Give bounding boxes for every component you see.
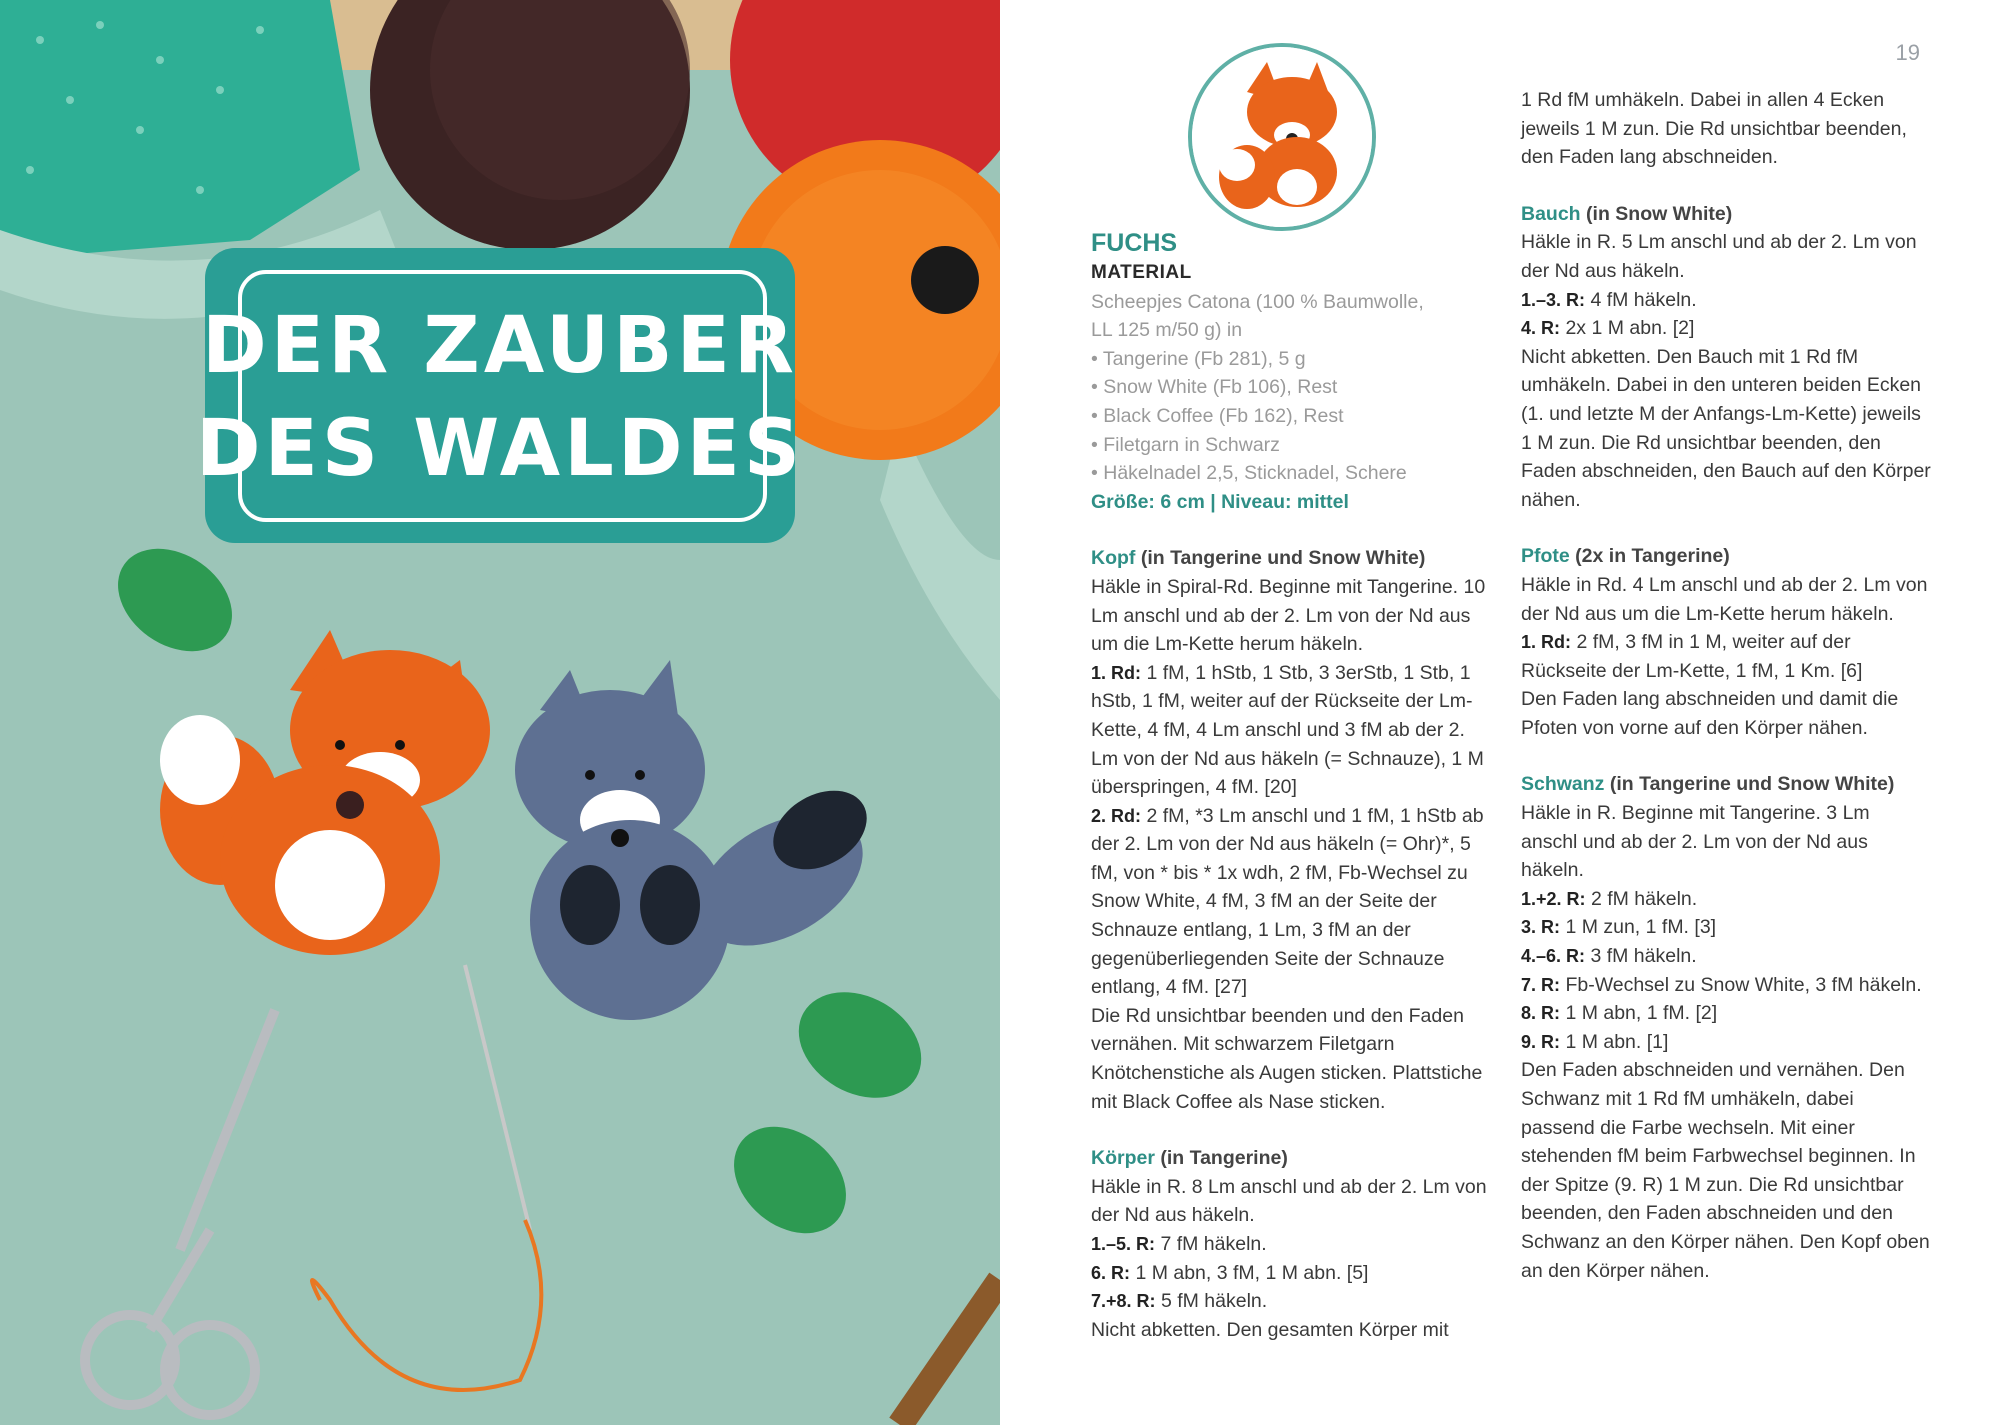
column-left — [1091, 0, 1491, 1344]
bauch-intro: Häkle in R. 5 Lm anschl und ab der 2. Lm von der Nd aus häkeln. — [1521, 231, 1917, 282]
bauch-row: 4. R: 2x 1 M abn. [2] — [1521, 317, 1695, 340]
pfote-row: 1. Rd: 2 fM, 3 fM in 1 M, weiter auf der Rückseite der Lm-Kette, 1 fM, 1 Km. [6] — [1521, 631, 1863, 682]
material-item: • Black Coffee (Fb 162), Rest — [1091, 404, 1344, 427]
column-right — [1521, 0, 1931, 1285]
section-schwanz-title: Schwanz (in Tangerine und Snow White) — [1521, 773, 1895, 796]
koerper-row: 6. R: 1 M abn, 3 fM, 1 M abn. [5] — [1091, 1261, 1369, 1284]
section-bauch-title: Bauch (in Snow White) — [1521, 202, 1733, 225]
material-item: • Filetgarn in Schwarz — [1091, 433, 1280, 456]
material-line: LL 125 m/50 g) in — [1091, 319, 1243, 342]
schwanz-row: 4.–6. R: 3 fM häkeln. — [1521, 945, 1697, 968]
pfote-outro: Den Faden lang abschneiden und damit die Pfoten von vorne auf den Körper nähen. — [1521, 688, 1899, 739]
schwanz-row: 3. R: 1 M zun, 1 fM. [3] — [1521, 916, 1717, 939]
schwanz-row: 9. R: 1 M abn. [1] — [1521, 1030, 1669, 1053]
material-item: • Snow White (Fb 106), Rest — [1091, 376, 1338, 399]
material-item: • Häkelnadel 2,5, Sticknadel, Schere — [1091, 462, 1407, 485]
bauch-outro: Nicht abketten. Den Bauch mit 1 Rd fM umhäkeln. Dabei in den unteren beiden Ecken (1. und letzte M der Anfangs-Lm-Kette) jeweils 1 M zun. Die Rd unsichtbar beenden, den Faden abschneiden, den Bauch auf den Körper nähen. — [1521, 345, 1931, 511]
kopf-round-1: 1. Rd: 1 fM, 1 hStb, 1 Stb, 3 3erStb, 1 Stb, 1 hStb, 1 fM, weiter auf der Rückseite der Lm-Kette, 4 fM, 4 Lm anschl und 3 fM ab der 2. Lm von der Nd aus häkeln (= Schnauze), 1 M überspringen, 4 fM. [20] — [1091, 661, 1484, 799]
page-number: 19 — [1895, 40, 1920, 65]
material-item: • Tangerine (Fb 281), 5 g — [1091, 347, 1306, 370]
project-title: FUCHS — [1091, 229, 1178, 257]
koerper-intro: Häkle in R. 8 Lm anschl und ab der 2. Lm von der Nd aus häkeln. — [1091, 1175, 1487, 1227]
kopf-round-2: 2. Rd: 2 fM, *3 Lm anschl und 1 fM, 1 hStb ab der 2. Lm von der Nd aus häkeln (= Ohr)*, 5 fM, von * bis * 1x wdh, 2 fM, Fb-Wechsel zu Snow White, 4 fM, 3 fM an der Seite der Schnauze entlang, 1 Lm, 3 fM an der gegenüberliegenden Seite der Schnauze entlang, 4 fM. [27] — [1091, 804, 1484, 999]
section-koerper-title: Körper (in Tangerine) — [1091, 1147, 1288, 1170]
photo-title-line2: DES WALDES — [195, 404, 805, 494]
size-level: Größe: 6 cm | Niveau: mittel — [1091, 490, 1349, 513]
kopf-intro: Häkle in Spiral-Rd. Beginne mit Tangerine. 10 Lm anschl und ab der 2. Lm von der Nd aus um die Lm-Kette herum häkeln. — [1091, 575, 1486, 656]
koerper-row: 7.+8. R: 5 fM häkeln. — [1091, 1290, 1268, 1313]
material-heading: MATERIAL — [1091, 262, 1192, 283]
photo-title-line1: DER ZAUBER — [202, 301, 798, 391]
schwanz-row: 1.+2. R: 2 fM häkeln. — [1521, 887, 1698, 910]
koerper-continued: 1 Rd fM umhäkeln. Dabei in allen 4 Ecken jeweils 1 M zun. Die Rd unsichtbar beenden, den Faden lang abschneiden. — [1521, 89, 1907, 169]
bauch-row: 1.–3. R: 4 fM häkeln. — [1521, 288, 1697, 311]
koerper-row: 1.–5. R: 7 fM häkeln. — [1091, 1233, 1267, 1255]
schwanz-outro: Den Faden abschneiden und vernähen. Den Schwanz mit 1 Rd fM umhäkeln, dabei passend die Farbe wechseln. Mit einer stehenden fM beim Farbwechsel beginnen. In der Spitze (9. R) 1 M zun. Die Rd unsichtbar beenden, den Faden abschneiden und den Schwanz an den Körper nähen. Den Kopf oben an den Körper nähen. — [1521, 1059, 1930, 1282]
pfote-intro: Häkle in Rd. 4 Lm anschl und ab der 2. Lm von der Nd aus um die Lm-Kette herum häkeln. — [1521, 573, 1928, 625]
section-kopf-title: Kopf (in Tangerine und Snow White) — [1091, 547, 1426, 570]
kopf-outro: Die Rd unsichtbar beenden und den Faden vernähen. Mit schwarzem Filetgarn Knötchenstiche als Augen sticken. Plattstiche mit Black Coffee als Nase sticken. — [1091, 1004, 1483, 1113]
material-line: Scheepjes Catona (100 % Baumwolle, — [1091, 290, 1424, 313]
schwanz-intro: Häkle in R. Beginne mit Tangerine. 3 Lm anschl und ab der 2. Lm von der Nd aus häkeln. — [1521, 802, 1870, 882]
section-pfote-title: Pfote (2x in Tangerine) — [1521, 545, 1730, 568]
koerper-outro: Nicht abketten. Den gesamten Körper mit — [1091, 1318, 1449, 1341]
schwanz-row: 8. R: 1 M abn, 1 fM. [2] — [1521, 1002, 1718, 1025]
pattern-page — [1000, 0, 2000, 1425]
schwanz-row: 7. R: Fb-Wechsel zu Snow White, 3 fM häkeln. — [1521, 973, 1922, 996]
